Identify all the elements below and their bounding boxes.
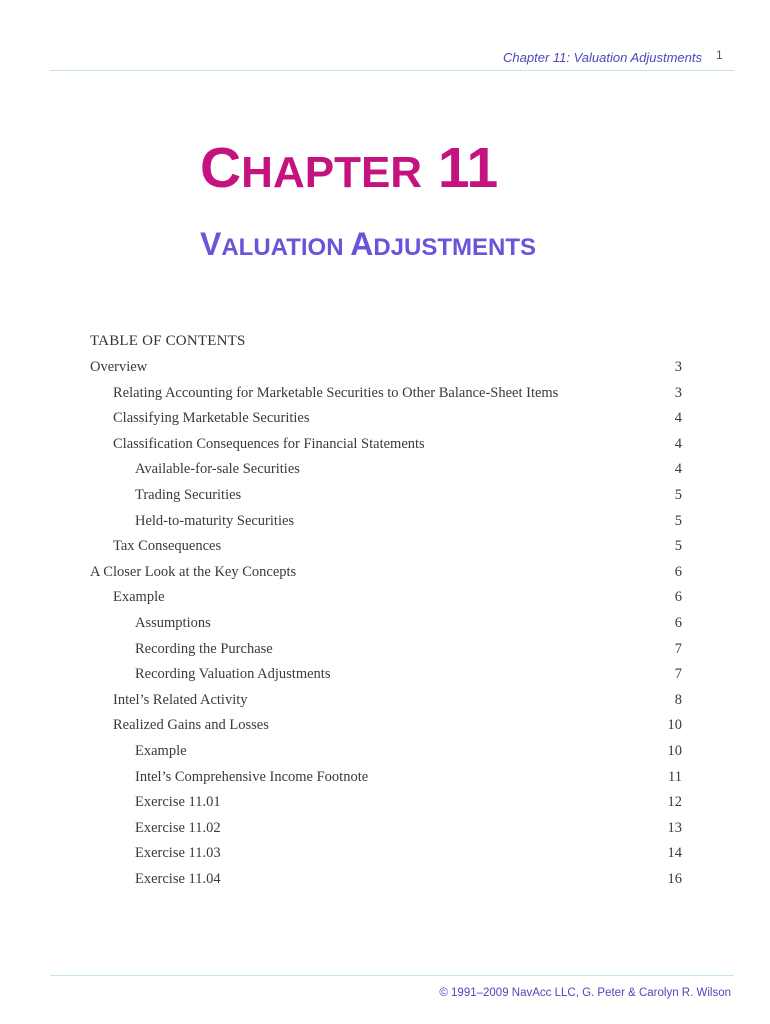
toc-entry-label: Overview xyxy=(90,359,148,375)
toc-entry-page: 10 xyxy=(667,742,682,759)
toc-entry-page: 8 xyxy=(674,691,682,708)
toc-entry-page: 3 xyxy=(674,384,682,401)
chapter-title-initial: C xyxy=(200,136,242,200)
toc-entry[interactable] xyxy=(90,585,682,611)
toc-entry-page: 5 xyxy=(674,486,682,503)
running-head: Chapter 11: Valuation Adjustments xyxy=(503,50,702,65)
toc-entry[interactable] xyxy=(90,509,682,535)
toc-entry-page: 4 xyxy=(674,410,682,427)
chapter-title-rest: HAPTER xyxy=(241,148,423,197)
subtitle-word2-initial: A xyxy=(350,226,374,262)
footer-rule xyxy=(50,975,734,976)
toc-entry-label: Classification Consequences for Financial Statements xyxy=(113,435,425,452)
toc-entry-page: 6 xyxy=(674,589,682,606)
toc-entry-label: Recording the Purchase xyxy=(135,640,273,657)
toc-entry[interactable] xyxy=(90,381,682,407)
chapter-subtitle xyxy=(200,228,536,260)
toc-entry-page: 7 xyxy=(674,666,682,683)
toc-entry-page: 13 xyxy=(667,819,682,836)
toc-entry-page: 6 xyxy=(674,563,682,580)
toc-heading: TABLE OF CONTENTS xyxy=(90,333,246,349)
table-of-contents xyxy=(90,355,682,892)
toc-entry-label: Relating Accounting for Marketable Securities to Other Balance-Sheet Items xyxy=(113,384,559,401)
toc-entry-page: 10 xyxy=(667,717,682,734)
toc-entry[interactable] xyxy=(90,688,682,714)
chapter-title-number: 11 xyxy=(422,136,499,200)
toc-entry[interactable] xyxy=(90,816,682,842)
toc-entry-page: 4 xyxy=(674,461,682,478)
toc-entry[interactable] xyxy=(90,841,682,867)
toc-entry-page: 3 xyxy=(674,359,682,375)
toc-entry-label: Classifying Marketable Securities xyxy=(113,410,310,427)
toc-entry[interactable] xyxy=(90,355,682,381)
subtitle-word1-initial: V xyxy=(200,226,222,262)
toc-entry-label: Trading Securities xyxy=(135,486,242,503)
toc-entry-page: 5 xyxy=(674,512,682,529)
toc-entry-page: 11 xyxy=(668,768,682,785)
toc-entry[interactable] xyxy=(90,713,682,739)
toc-entry-label: Exercise 11.04 xyxy=(135,870,221,887)
toc-entry[interactable] xyxy=(90,637,682,663)
chapter-title xyxy=(200,136,499,200)
toc-entry[interactable] xyxy=(90,765,682,791)
page-number: 1 xyxy=(716,48,723,62)
toc-entry-label: A Closer Look at the Key Concepts xyxy=(90,563,297,580)
toc-entry-page: 6 xyxy=(674,614,682,631)
toc-entry-page: 7 xyxy=(674,640,682,657)
toc-entry-page: 5 xyxy=(674,538,682,555)
toc-entry-label: Tax Consequences xyxy=(113,538,222,555)
toc-entry[interactable] xyxy=(90,457,682,483)
toc-entry-label: Realized Gains and Losses xyxy=(113,717,269,734)
toc-entry-label: Example xyxy=(135,742,187,759)
toc-entry[interactable] xyxy=(90,560,682,586)
toc-entry[interactable] xyxy=(90,406,682,432)
toc-entry-label: Exercise 11.03 xyxy=(135,845,221,862)
toc-entry-page: 14 xyxy=(667,845,682,862)
toc-entry-label: Exercise 11.01 xyxy=(135,794,221,811)
toc-entry-page: 16 xyxy=(667,870,682,887)
toc-entry[interactable] xyxy=(90,611,682,637)
toc-entry[interactable] xyxy=(90,790,682,816)
toc-entry-label: Assumptions xyxy=(135,614,211,631)
copyright-footer: © 1991–2009 NavAcc LLC, G. Peter & Carolyn R. Wilson xyxy=(439,987,731,999)
header-rule xyxy=(50,70,734,71)
toc-entry-label: Intel’s Related Activity xyxy=(113,691,248,708)
subtitle-word2-rest: DJUSTMENTS xyxy=(373,234,537,261)
toc-entry[interactable] xyxy=(90,432,682,458)
toc-entry-page: 4 xyxy=(674,435,682,452)
toc-entry-label: Exercise 11.02 xyxy=(135,819,221,836)
toc-entry[interactable] xyxy=(90,483,682,509)
toc-entry-label: Held-to-maturity Securities xyxy=(135,512,295,529)
toc-entry-page: 12 xyxy=(667,794,682,811)
subtitle-word1-rest: ALUATION xyxy=(221,234,351,261)
toc-entry-label: Recording Valuation Adjustments xyxy=(135,666,331,683)
toc-entry-label: Available-for-sale Securities xyxy=(135,461,300,478)
toc-entry-label: Example xyxy=(113,589,165,606)
toc-entry[interactable] xyxy=(90,662,682,688)
toc-entry-label: Intel’s Comprehensive Income Footnote xyxy=(135,768,369,785)
toc-entry[interactable] xyxy=(90,867,682,893)
toc-entry[interactable] xyxy=(90,739,682,765)
toc-entry[interactable] xyxy=(90,534,682,560)
